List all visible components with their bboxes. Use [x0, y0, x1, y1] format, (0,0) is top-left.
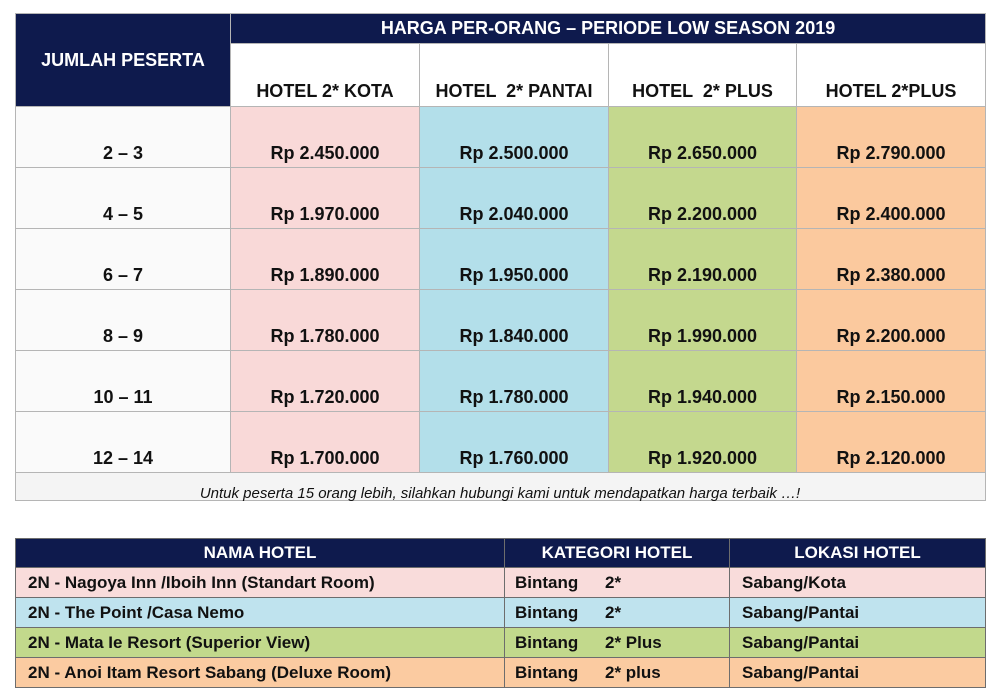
column-header-hotel-2plus: HOTEL 2*PLUS — [797, 44, 986, 107]
table-row — [16, 107, 986, 168]
category-label: Bintang — [515, 632, 579, 652]
price-cell: Rp 1.940.000 — [609, 351, 797, 412]
column-header-hotel-kota: HOTEL 2* KOTA — [231, 44, 420, 107]
price-cell: Rp 2.400.000 — [797, 168, 986, 229]
price-cell: Rp 2.380.000 — [797, 229, 986, 290]
category-stars: 2* — [605, 602, 622, 622]
table-row — [16, 168, 986, 229]
hotel-table — [15, 538, 986, 688]
price-cell: Rp 1.720.000 — [231, 351, 420, 412]
price-table-title: HARGA PER-ORANG – PERIODE LOW SEASON 2019 — [231, 14, 986, 44]
peserta-cell: 4 – 5 — [16, 168, 231, 229]
price-cell: Rp 1.970.000 — [231, 168, 420, 229]
hotel-location: Sabang/Pantai — [730, 598, 986, 628]
price-cell: Rp 2.120.000 — [797, 412, 986, 473]
price-cell: Rp 2.450.000 — [231, 107, 420, 168]
hotel-location: Sabang/Pantai — [730, 628, 986, 658]
price-cell: Rp 1.950.000 — [420, 229, 609, 290]
header-nama-hotel: NAMA HOTEL — [16, 539, 505, 568]
contact-note: Untuk peserta 15 orang lebih, silahkan hubungi kami untuk mendapatkan harga terbaik …! — [199, 485, 801, 502]
price-cell: Rp 2.500.000 — [420, 107, 609, 168]
price-cell: Rp 1.760.000 — [420, 412, 609, 473]
hotel-name: 2N - Mata Ie Resort (Superior View) — [16, 628, 505, 658]
hotel-name: 2N - The Point /Casa Nemo — [16, 598, 505, 628]
hotel-name: 2N - Anoi Itam Resort Sabang (Deluxe Room) — [16, 658, 505, 688]
price-cell: Rp 2.040.000 — [420, 168, 609, 229]
price-cell: Rp 2.150.000 — [797, 351, 986, 412]
hotel-location: Sabang/Kota — [730, 568, 986, 598]
table-row — [16, 229, 986, 290]
hotel-category — [505, 628, 730, 658]
price-cell: Rp 1.780.000 — [231, 290, 420, 351]
peserta-cell: 2 – 3 — [16, 107, 231, 168]
category-stars: 2* plus — [605, 662, 661, 682]
category-stars: 2* — [605, 572, 622, 592]
table-row — [16, 290, 986, 351]
header-lokasi-hotel: LOKASI HOTEL — [730, 539, 986, 568]
category-stars: 2* Plus — [605, 632, 662, 652]
price-cell: Rp 1.780.000 — [420, 351, 609, 412]
column-header-hotel-plus: HOTEL 2* PLUS — [609, 44, 797, 107]
hotel-name: 2N - Nagoya Inn /Iboih Inn (Standart Room) — [16, 568, 505, 598]
price-cell: Rp 2.190.000 — [609, 229, 797, 290]
hotel-category — [505, 568, 730, 598]
hotel-category — [505, 658, 730, 688]
jumlah-peserta-header: JUMLAH PESERTA — [16, 14, 231, 107]
column-header-hotel-pantai: HOTEL 2* PANTAI — [420, 44, 609, 107]
price-cell: Rp 2.650.000 — [609, 107, 797, 168]
hotel-row — [16, 598, 986, 628]
price-cell: Rp 1.920.000 — [609, 412, 797, 473]
category-label: Bintang — [515, 602, 579, 622]
price-table — [15, 13, 986, 501]
peserta-cell: 6 – 7 — [16, 229, 231, 290]
price-cell: Rp 2.200.000 — [797, 290, 986, 351]
hotel-row — [16, 568, 986, 598]
peserta-cell: 12 – 14 — [16, 412, 231, 473]
category-label: Bintang — [515, 572, 579, 592]
category-label: Bintang — [515, 662, 579, 682]
header-kategori-hotel: KATEGORI HOTEL — [505, 539, 730, 568]
hotel-category — [505, 598, 730, 628]
price-cell: Rp 1.700.000 — [231, 412, 420, 473]
price-cell: Rp 2.790.000 — [797, 107, 986, 168]
table-row — [16, 412, 986, 473]
hotel-location: Sabang/Pantai — [730, 658, 986, 688]
peserta-cell: 8 – 9 — [16, 290, 231, 351]
price-cell: Rp 2.200.000 — [609, 168, 797, 229]
peserta-cell: 10 – 11 — [16, 351, 231, 412]
hotel-row — [16, 658, 986, 688]
price-cell: Rp 1.990.000 — [609, 290, 797, 351]
hotel-row — [16, 628, 986, 658]
table-row — [16, 351, 986, 412]
price-cell: Rp 1.840.000 — [420, 290, 609, 351]
price-cell: Rp 1.890.000 — [231, 229, 420, 290]
